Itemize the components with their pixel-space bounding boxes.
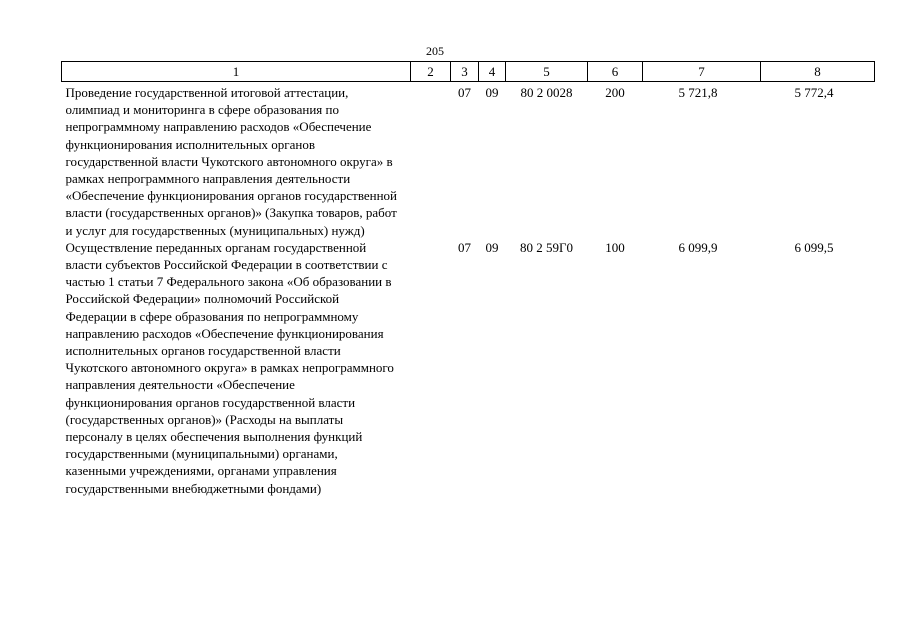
row-amount-col-7: 6 099,9 (678, 239, 718, 255)
row-col-2 (411, 82, 451, 239)
header-col-6: 6 (588, 62, 643, 82)
row-description: Проведение государственной итоговой аттестации, олимпиад и мониторинга в сфере образования по непрограммному направлению расходов «Обеспечение функционирования исполнительных органов государственной власти Чукотского автономного округа» в рамках непрограммного направления деятельности «Обеспечение функционирования органов государственной власти (государственных органов)» (Закупка товаров, работ и услуг для государственных (муниципальных) нужд) (65, 85, 398, 238)
row-amount-col-8: 5 772,4 (794, 85, 834, 100)
row-amount-col-7: 5 721,8 (678, 85, 718, 100)
budget-table (61, 61, 875, 497)
row-description: Осуществление переданных органам государственной власти субъектов Российской Федерации в соответствии с частью 1 статьи 7 Федерального закона «Об образовании в Российской Федерации» полномочий Российской Федерации в сфере образования по непрограммному направлению расходов «Обеспечение функционирования исполнительных органов государственной власти Чукотского автономного округа» в рамках непрограммного направления деятельности «Обеспечение функционирования органов государственной власти (государственных органов)» (Расходы на выплаты персоналу в целях обеспечения выполнения функций государственными (муниципальными) органами, казенными учреждениями, органами управления государственными внебюджетными фондами) (65, 239, 394, 496)
row-subsection: 09 (485, 239, 499, 255)
header-col-2: 2 (411, 62, 451, 82)
table-row (62, 239, 875, 497)
page-number: 205 (426, 44, 444, 58)
row-section: 07 (458, 85, 471, 100)
row-section: 07 (458, 239, 471, 255)
row-expense-type: 100 (605, 239, 625, 255)
header-col-7: 7 (643, 62, 761, 82)
table-row (62, 82, 875, 239)
row-amount-col-8: 6 099,5 (794, 239, 834, 255)
header-col-8: 8 (761, 62, 875, 82)
row-target-article: 80 2 0028 (520, 85, 573, 100)
row-expense-type: 200 (605, 85, 625, 100)
row-col-2 (411, 239, 451, 497)
header-col-1: 1 (62, 62, 411, 82)
header-col-5: 5 (506, 62, 588, 82)
table-header-row (62, 62, 875, 82)
header-col-4: 4 (479, 62, 506, 82)
header-col-3: 3 (451, 62, 479, 82)
row-subsection: 09 (485, 85, 499, 100)
row-target-article: 80 2 59Г0 (519, 239, 573, 255)
